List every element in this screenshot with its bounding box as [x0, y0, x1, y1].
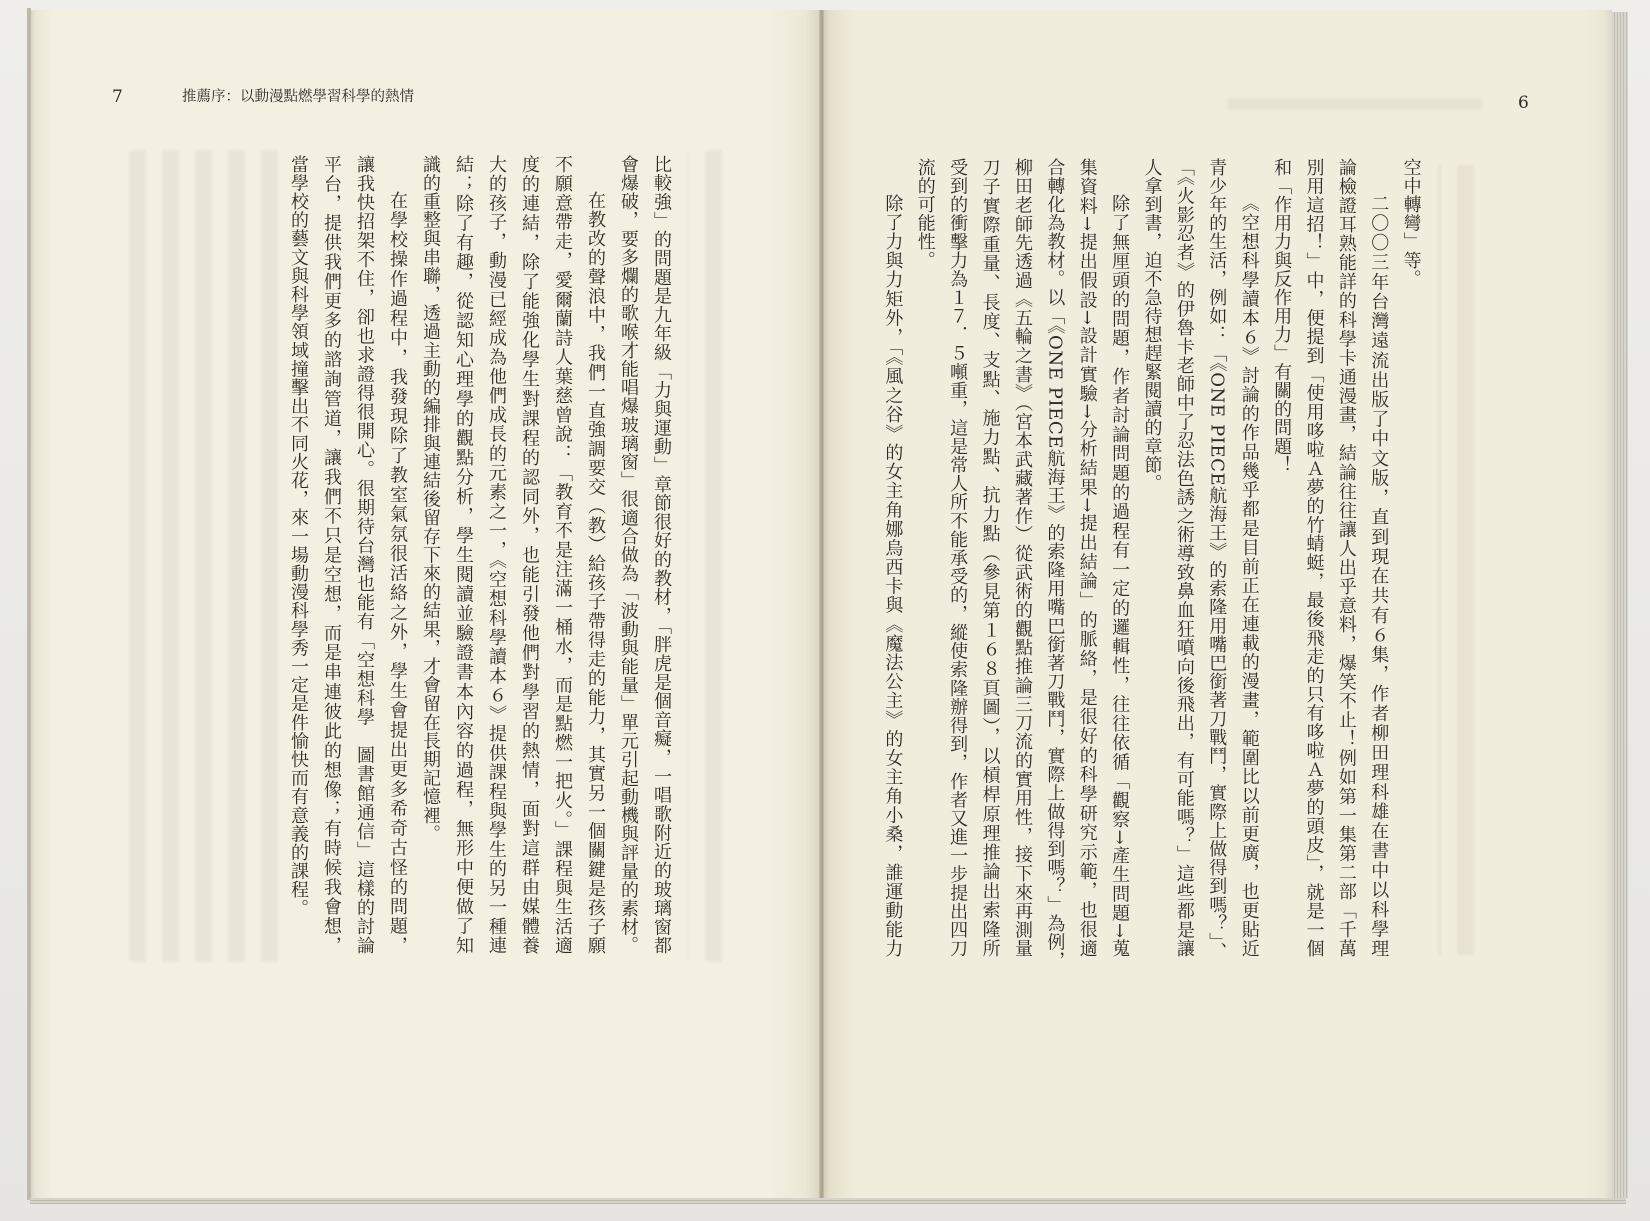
- page-stack-edge-right: [1612, 12, 1628, 1198]
- text-column: 「《火影忍者》的伊魯卡老師中了忍法色誘之術導致鼻血狂噴向後飛出，有可能嗎？」這些都是讓: [1173, 158, 1195, 958]
- left-page-body: [282, 155, 678, 955]
- text-column: 除了力與力矩外，「《風之谷》的女主角娜烏西卡與《魔法公主》的女主角小桑，誰運動能力: [882, 194, 904, 958]
- text-column: 流的可能性。: [914, 158, 936, 270]
- text-column: 會爆破，要多爛的歌喉才能唱爆玻璃窗」很適合做為「波動與能量」單元引起動機與評量的素材。: [618, 155, 639, 955]
- text-column: 集資料→提出假設→設計實驗→分析結果→提出結論」的脈絡，是很好的科學研究示範，也很適: [1076, 158, 1098, 958]
- text-column: 大的孩子，動漫已經成為他們成長的元素之一，《空想科學讀本６》提供課程與學生的另一種連: [486, 155, 507, 955]
- text-column: 受到的衝擊力為１７．５噸重，這是常人所不能承受的，縱使索隆辦得到，作者又進一步提出四刀: [947, 158, 969, 958]
- text-column: 和「作用力與反作用力」有關的問題！: [1271, 158, 1293, 475]
- text-column: 柳田老師先透過《五輪之書》（宮本武藏著作）從武術的觀點推論三刀流的實用性，接下來再測量: [1011, 158, 1033, 958]
- text-column: 度的連結，除了能強化學生對課程的認同外，也能引發他們對學習的熱情，面對這群由媒體養: [519, 155, 540, 955]
- text-column: 比較強」的問題是九年級「力與運動」章節很好的教材，「胖虎是個音癡，一唱歌附近的玻璃窗都: [651, 155, 672, 955]
- text-column: 在教改的聲浪中，我們一直強調要交（教）給孩子帶得走的能力，其實另一個關鍵是孩子願: [585, 191, 606, 955]
- text-column: 結；除了有趣，從認知心理學的觀點分析，學生閱讀並驗證書本內容的過程，無形中便做了知: [453, 155, 474, 955]
- book-edge-left: [27, 8, 31, 1200]
- right-page-body: [876, 158, 1427, 970]
- text-column: 別用這招！」中，便提到「使用哆啦Ａ夢的竹蜻蜓，最後飛走的只有哆啦Ａ夢的頭皮」，就是一個: [1303, 158, 1325, 958]
- page-number: 6: [1518, 93, 1529, 113]
- text-column: 人拿到書，迫不急待想趕緊閱讀的章節。: [1141, 158, 1163, 493]
- page-number: 7: [112, 87, 123, 107]
- show-through-smudge: [1228, 98, 1482, 110]
- text-column: 當學校的藝文與科學領域撞擊出不同火花，來一場動漫科學秀一定是件愉快而有意義的課程。: [288, 155, 309, 918]
- text-column: 二〇〇三年台灣遠流出版了中文版，直到現在共有６集，作者柳田理科雄在書中以科學理: [1368, 194, 1390, 958]
- running-head: 推薦序：以動漫點燃學習科學的熱情: [182, 89, 414, 105]
- show-through-smudge: [118, 150, 278, 962]
- text-column: 除了無厘頭的問題，作者討論問題的過程有一定的邏輯性，往往依循「觀察→產生問題→蒐: [1109, 194, 1131, 958]
- text-column: 合轉化為教材。以「《ONE PIECE航海王》的索隆用嘴巴銜著刀戰鬥，實際上做得到嗎？」為例，: [1044, 158, 1066, 970]
- text-column: 不願意帶走，愛爾蘭詩人葉慈曾說：「教育不是注滿一桶水，而是點燃一把火。」課程與生活適: [552, 155, 573, 955]
- text-column: 平台，提供我們更多的諮詢管道，讓我們不只是空想，而是串連彼此的想像；有時候我會想，: [321, 155, 342, 955]
- text-column: 青少年的生活，例如：「《ONE PIECE航海王》的索隆用嘴巴銜著刀戰鬥，實際上做得到嗎？」、: [1206, 158, 1228, 961]
- text-column: 論檢證耳熟能詳的科學卡通漫畫，結論往往讓人出乎意料，爆笑不止！例如第一集第二部「千萬: [1335, 158, 1357, 958]
- show-through-smudge: [1438, 165, 1474, 955]
- text-column: 讓我快招架不住，卻也求證得很開心。很期待台灣也能有「空想科學 圖書館通信」這樣的討論: [354, 155, 375, 955]
- text-column: 刀子實際重量、長度、支點、施力點、抗力點（參見第１６８頁圖），以槓桿原理推論出索隆所: [979, 158, 1001, 958]
- text-column: 在學校操作過程中，我發現除了教室氣氛很活絡之外，學生會提出更多希奇古怪的問題，: [387, 191, 408, 955]
- text-column: 空中轉彎」等。: [1400, 158, 1422, 289]
- gutter-shadow: [819, 10, 824, 1198]
- page-stack-edge-bottom: [30, 1198, 1626, 1204]
- show-through-smudge: [688, 150, 722, 962]
- text-column: 識的重整與串聯，透過主動的編排與連結後留存下來的結果，才會留在長期記憶裡。: [420, 155, 441, 844]
- text-column: 《空想科學讀本６》討論的作品幾乎都是目前正在連載的漫畫，範圍比以前更廣，也更貼近: [1238, 194, 1260, 958]
